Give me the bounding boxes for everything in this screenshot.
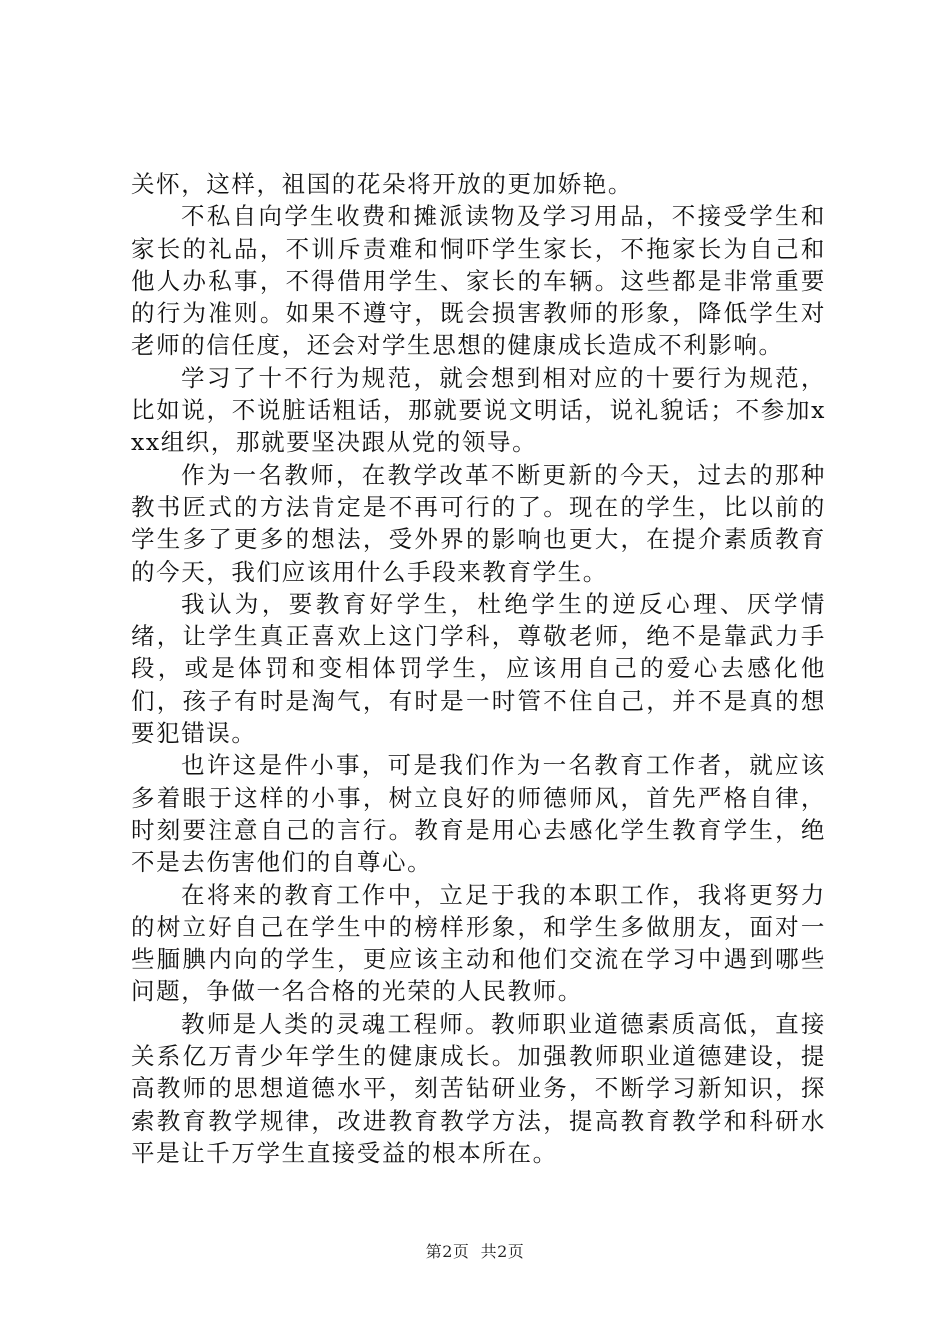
paragraph-8: 教师是人类的灵魂工程师。教师职业道德素质高低，直接关系亿万青少年学生的健康成长。加强教师职业道德建设，提高教师的思想道德水平，刻苦钻研业务，不断学习新知识，探索教育教学规律，改进教育教学方法，提高教育教学和科研水平是让千万学生直接受益的根本所在。 — [131, 1009, 826, 1167]
page-footer — [0, 1242, 950, 1262]
paragraph-6: 也许这是件小事，可是我们作为一名教育工作者，就应该多着眼于这样的小事，树立良好的师德师风，首先严格自律，时刻要注意自己的言行。教育是用心去感化学生教育学生，绝不是去伤害他们的自尊心。 — [131, 751, 826, 877]
paragraph-2: 不私自向学生收费和摊派读物及学习用品，不接受学生和家长的礼品，不训斥责难和恫吓学生家长，不拖家长为自己和他人办私事，不得借用学生、家长的车辆。这些都是非常重要的行为准则。如果不遵守，既会损害教师的形象，降低学生对老师的信任度，还会对学生思想的健康成长造成不利影响。 — [131, 202, 826, 360]
paragraph-4: 作为一名教师，在教学改革不断更新的今天，过去的那种教书匠式的方法肯定是不再可行的了。现在的学生，比以前的学生多了更多的想法，受外界的影响也更大，在提介素质教育的今天，我们应该用什么手段来教育学生。 — [131, 460, 826, 586]
paragraph-3: 学习了十不行为规范，就会想到相对应的十要行为规范，比如说，不说脏话粗话，那就要说文明话，说礼貌话；不参加xxx组织，那就要坚决跟从党的领导。 — [131, 363, 826, 457]
page-number-label: 第2页 共2页 — [425, 1242, 525, 1261]
paragraph-1: 关怀，这样，祖国的花朵将开放的更加娇艳。 — [131, 170, 633, 198]
document-body — [131, 168, 826, 1169]
paragraph-5: 我认为，要教育好学生，杜绝学生的逆反心理、厌学情绪，让学生真正喜欢上这门学科，尊敬老师，绝不是靠武力手段，或是体罚和变相体罚学生，应该用自己的爱心去感化他们，孩子有时是淘气，有时是一时管不住自己，并不是真的想要犯错误。 — [131, 589, 826, 748]
paragraph-7: 在将来的教育工作中，立足于我的本职工作，我将更努力的树立好自己在学生中的榜样形象，和学生多做朋友，面对一些腼腆内向的学生，更应该主动和他们交流在学习中遇到哪些问题，争做一名合格的光荣的人民教师。 — [131, 880, 826, 1006]
